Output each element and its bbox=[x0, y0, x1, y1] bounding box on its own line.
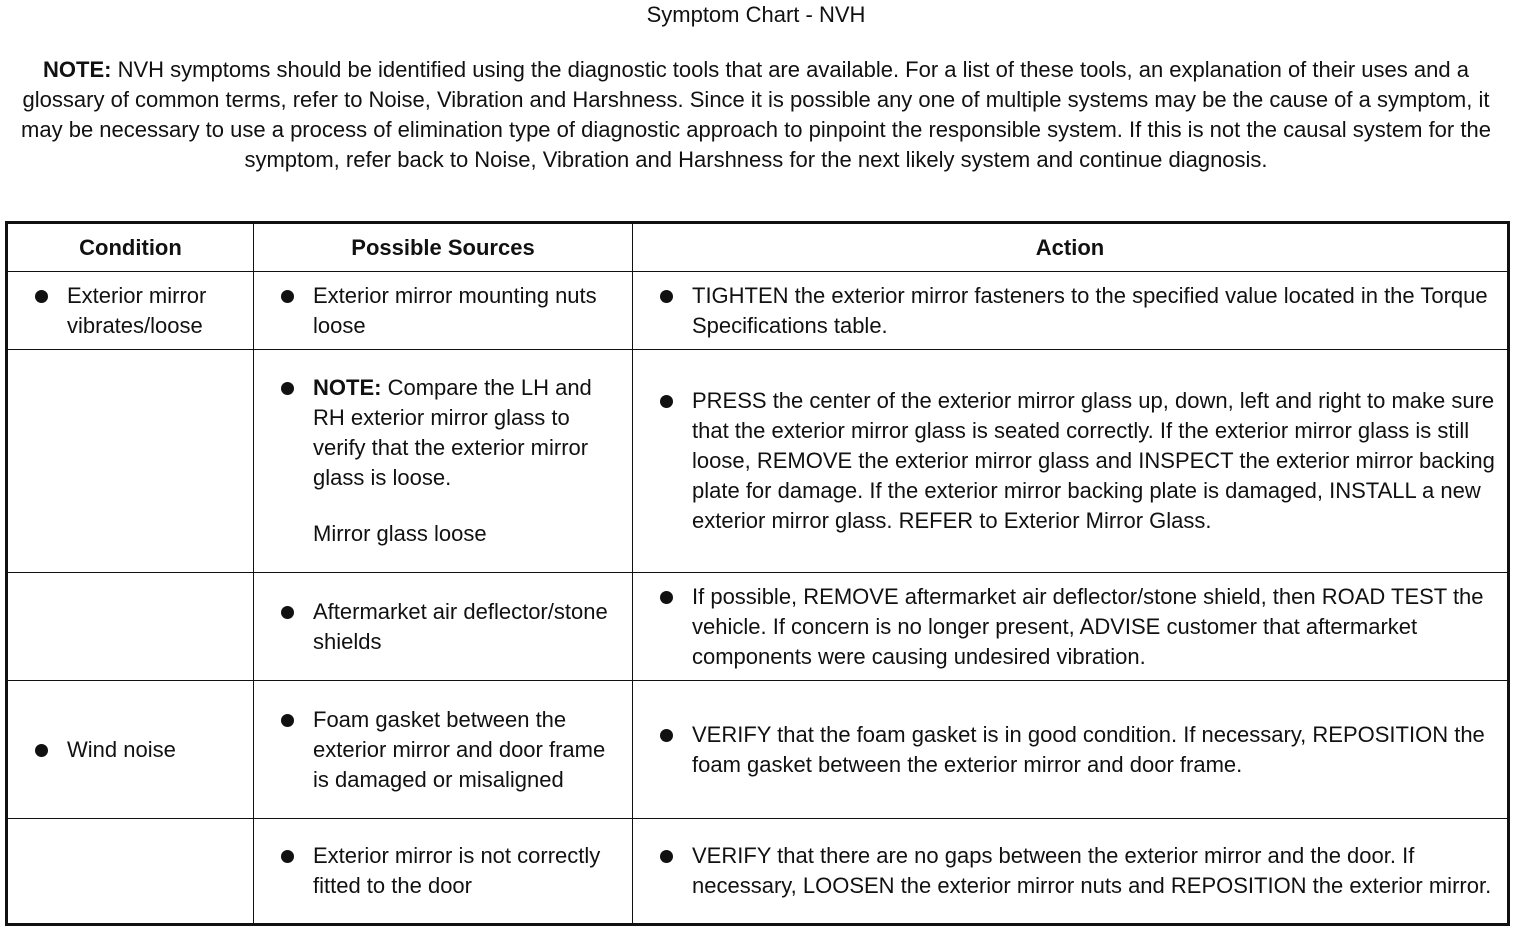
page-title: Symptom Chart - NVH bbox=[646, 2, 866, 27]
condition-text: Exterior mirror vibrates/loose bbox=[67, 282, 207, 338]
source-text: Aftermarket air deflector/stone shields bbox=[313, 598, 608, 654]
bullet-icon bbox=[660, 591, 673, 604]
table-row bbox=[7, 819, 1509, 925]
symptom-chart-table bbox=[5, 221, 1510, 926]
header-action: Action bbox=[633, 223, 1509, 272]
table-row bbox=[7, 573, 1509, 681]
table-row bbox=[7, 272, 1509, 350]
source-cell bbox=[254, 350, 633, 573]
action-cell bbox=[633, 272, 1509, 350]
action-cell bbox=[633, 573, 1509, 681]
source-note-label: NOTE: bbox=[313, 375, 382, 400]
bullet-icon bbox=[281, 606, 294, 619]
header-possible-sources: Possible Sources bbox=[254, 223, 633, 272]
condition-cell bbox=[7, 272, 254, 350]
action-text: VERIFY that there are no gaps between the exterior mirror and the door. If necessary, LOOSEN the exterior mirror nuts and REPOSITION the exterior mirror. bbox=[692, 843, 1492, 898]
header-condition: Condition bbox=[7, 223, 254, 272]
bullet-icon bbox=[660, 290, 673, 303]
action-text: If possible, REMOVE aftermarket air deflector/stone shield, then ROAD TEST the vehicle. If concern is no longer present, ADVISE customer that aftermarket components were causing undesired vibration. bbox=[692, 583, 1484, 669]
bullet-icon bbox=[660, 729, 673, 742]
note-label: NOTE: bbox=[43, 57, 112, 82]
source-cell bbox=[254, 573, 633, 681]
source-text: Compare the LH and RH exterior mirror glass to verify that the exterior mirror glass is loose. bbox=[313, 375, 592, 490]
source-text: Foam gasket between the exterior mirror and door frame is damaged or misaligned bbox=[313, 706, 606, 792]
bullet-icon bbox=[281, 714, 294, 727]
nvh-note bbox=[4, 55, 1508, 175]
source-text: Exterior mirror is not correctly fitted to the door bbox=[313, 843, 601, 898]
action-cell bbox=[633, 819, 1509, 925]
bullet-icon bbox=[281, 850, 294, 863]
table-row bbox=[7, 350, 1509, 573]
condition-cell bbox=[7, 819, 254, 925]
table-row bbox=[7, 681, 1509, 819]
source-subtext: Mirror glass loose bbox=[313, 521, 487, 546]
bullet-icon bbox=[660, 395, 673, 408]
source-text: Exterior mirror mounting nuts loose bbox=[313, 282, 597, 338]
source-cell bbox=[254, 819, 633, 925]
action-text: PRESS the center of the exterior mirror glass up, down, left and right to make sure that the exterior mirror glass is seated correctly. If the exterior mirror glass is still loose, REMOVE the exterior mirror glass and INSPECT the exterior mirror backing plate for damage. If the exterior mirror backing plate is damaged, INSTALL a new exterior mirror glass. REFER to Exterior Mirror Glass. bbox=[692, 388, 1495, 533]
condition-cell bbox=[7, 681, 254, 819]
table-header-row bbox=[7, 223, 1509, 272]
bullet-icon bbox=[35, 744, 48, 757]
action-text: VERIFY that the foam gasket is in good condition. If necessary, REPOSITION the foam gasket between the exterior mirror and door frame. bbox=[692, 721, 1485, 777]
action-cell bbox=[633, 681, 1509, 819]
condition-cell bbox=[7, 573, 254, 681]
bullet-icon bbox=[281, 290, 294, 303]
bullet-icon bbox=[660, 850, 673, 863]
condition-cell bbox=[7, 350, 254, 573]
note-text: NVH symptoms should be identified using the diagnostic tools that are available. For a list of these tools, an explanation of their uses and a glossary of common terms, refer to Noise, Vibration and Harshness. Since it is possible any one of multiple systems may be the cause of a symptom, it may be necessary to use a process of elimination type of diagnostic approach to pinpoint the responsible system. If this is not the causal system for the symptom, refer back to Noise, Vibration and Harshness for the next likely system and continue diagnosis. bbox=[21, 57, 1491, 172]
bullet-icon bbox=[281, 382, 294, 395]
condition-text: Wind noise bbox=[67, 736, 176, 762]
source-cell bbox=[254, 272, 633, 350]
bullet-icon bbox=[35, 290, 48, 303]
source-cell bbox=[254, 681, 633, 819]
action-text: TIGHTEN the exterior mirror fasteners to the specified value located in the Torque Specifications table. bbox=[692, 282, 1488, 338]
action-cell bbox=[633, 350, 1509, 573]
